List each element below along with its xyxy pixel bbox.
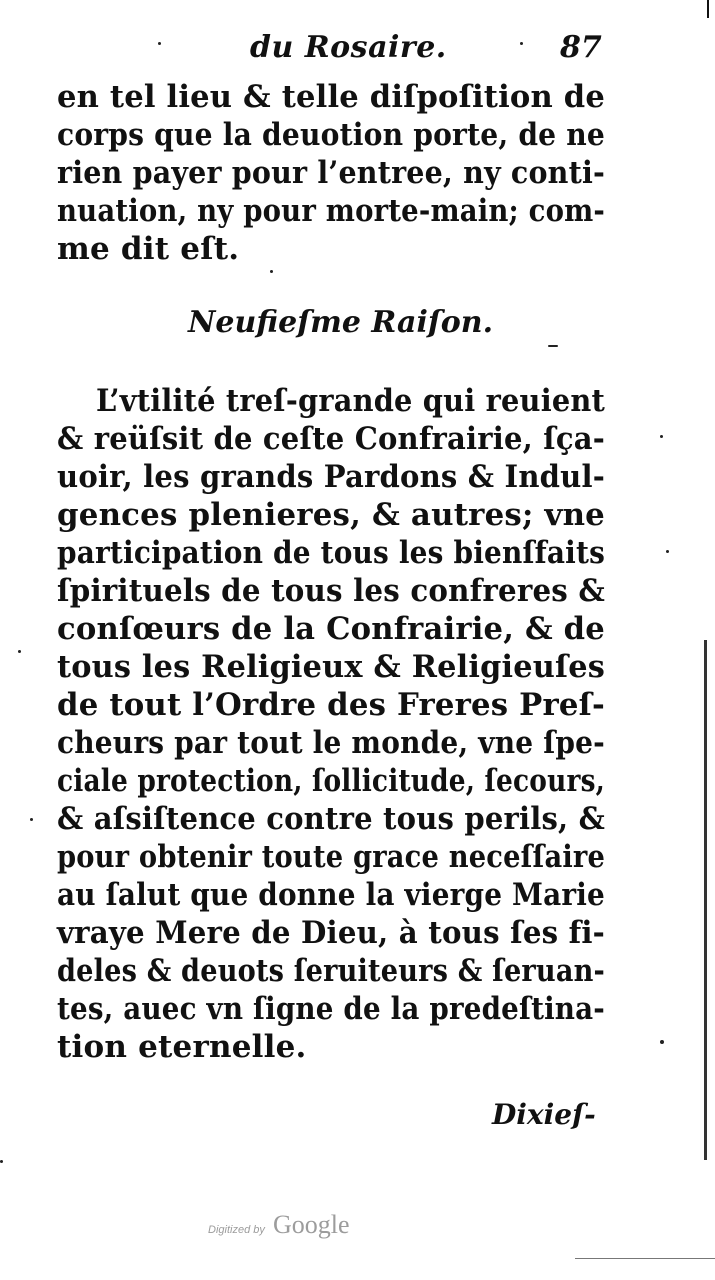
text-line: en tel lieu & telle diſpoſition de [57,79,605,115]
scan-speck [270,270,273,273]
text-line: & reüſsit de ceſte Confrairie, ſça- [57,421,605,457]
watermark-prefix: Digitized by [208,1224,265,1236]
text-line: deles & deuots ſeruiteurs & ſeruan- [57,953,605,989]
text-line: ciale protection, ſollicitude, ſecours, [57,763,605,799]
text-line: cheurs par tout le monde, vne ſpe- [57,725,605,761]
text-line: rien payer pour l’entree, ny conti- [57,155,605,191]
text-line: participation de tous les bienſfaits [57,535,605,571]
text-line: conſœurs de la Confrairie, & de [57,611,605,647]
text-line: corps que la deuotion porte, de ne [57,117,605,153]
scan-speck [666,550,669,553]
text-line: ſpirituels de tous les confreres & [57,573,605,609]
text-line: & aſsiſtence contre tous perils, & [57,801,605,837]
page-edge-mark [707,0,709,18]
text-line: me dit eſt. [57,231,240,267]
text-line: tes, auec vn ſigne de la predeſtina- [57,991,605,1027]
page-number: 87 [560,30,602,65]
text-line: de tout l’Ordre des Freres Preſ- [57,687,605,723]
scan-speck [18,650,21,653]
scan-speck [548,345,558,347]
running-head: du Rosaire. [250,30,447,65]
digitization-watermark [208,1210,350,1240]
text-line: tous les Religieux & Religieuſes [57,649,605,685]
scan-speck [0,1160,3,1163]
text-line: L’vtilité treſ-grande qui reuient [96,383,605,419]
scan-speck [660,1040,664,1044]
watermark-brand: Google [272,1210,350,1239]
page-edge-shadow [704,640,707,1160]
scan-speck [660,435,663,438]
scan-speck [520,42,523,45]
text-line: tion eternelle. [57,1029,307,1065]
text-line: au ſalut que donne la vierge Marie [57,877,605,913]
text-line: pour obtenir toute grace neceſſaire [57,839,605,875]
section-title: Neufieſme Raiſon. [188,305,494,340]
text-line: vraye Mere de Dieu, à tous ſes fi- [57,915,605,951]
catchword: Dixieſ- [492,1098,596,1131]
text-line: nuation, ny pour morte-main; com- [57,193,605,229]
scan-speck [158,42,161,45]
scan-speck [30,818,33,821]
text-line: uoir, les grands Pardons & Indul- [57,459,605,495]
page-header [0,30,715,70]
page-bottom-edge [575,1258,715,1259]
text-line: gences plenieres, & autres; vne [57,497,605,533]
